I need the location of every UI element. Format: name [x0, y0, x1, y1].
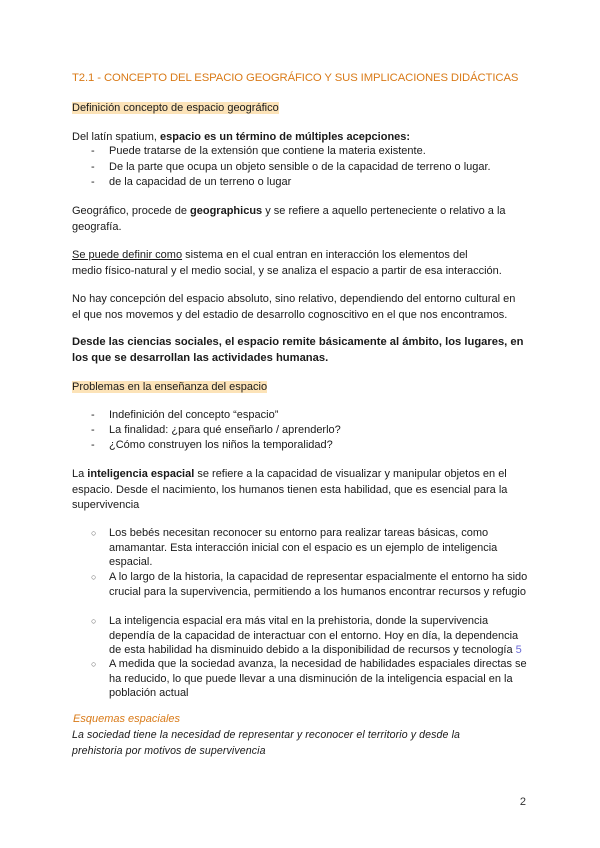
esquemas-heading: Esquemas espaciales — [73, 713, 181, 725]
inteligencia-paragraph: La inteligencia espacial se refiere a la capacidad de visualizar y manipular objetos en el espacio. Desde el nacimiento, los humanos tienen esta habilidad, que es esencial para la supervivencia — [72, 468, 508, 511]
latin-paragraph: Del latín spatium, espacio es un término de múltiples acepciones: — [72, 131, 411, 143]
bullet-icon: ○ — [91, 616, 97, 626]
section-heading-definicion: Definición concepto de espacio geográfico — [72, 102, 279, 114]
page-title: T2.1 - CONCEPTO DEL ESPACIO GEOGRÁFICO Y SUS IMPLICACIONES DIDÁCTICAS — [72, 72, 519, 84]
bullet-icon: ○ — [91, 572, 97, 582]
footnote-link[interactable]: 5 — [515, 644, 522, 656]
definir-paragraph: Se puede definir como sistema en el cual entran en interacción los elementos del medio físico-natural y el medio social, y se analiza el espacio a partir de esa interacción. — [72, 249, 502, 277]
section-heading-problemas: Problemas en la enseñanza del espacio — [72, 381, 268, 393]
ciencias-paragraph: Desde las ciencias sociales, el espacio remite básicamente al ámbito, los lugares, en los que se desarrollan las actividades humanas. — [72, 336, 524, 364]
concepcion-paragraph: No hay concepción del espacio absoluto, sino relativo, dependiendo del entorno cultural en el que nos movemos y del estadio de desarrollo cognoscitivo en el que nos encontramos. — [72, 293, 516, 321]
esquemas-paragraph: La sociedad tiene la necesidad de representar y reconocer el territorio y desde la prehistoria por motivos de supervivencia — [72, 729, 461, 757]
page-number: 2 — [519, 796, 526, 808]
document-page: T2.1 - CONCEPTO DEL ESPACIO GEOGRÁFICO Y SUS IMPLICACIONES DIDÁCTICAS Definición concepto de espacio geográfico Del latín spatium, espacio es un término de múltiples acepciones: - Puede tratarse de la extensión que contiene la materia existente. - De la parte que ocupa un objeto sensible o de la capacidad de terreno o lugar. - de la capacidad de un terreno o lugar Geográfico, procede de geographicus y se refiere a aquello perteneciente o relativo a la geografía. Se puede definir como sistema en el cual entran en interacción los elementos del medio físico-natural y el medio social, y se analiza el espacio a partir de esa interacción. No hay concepción del espacio absoluto, sino relativo, dependiendo del entorno cultural en el que nos movemos y del estadio de desarrollo cognoscitivo en el que nos encontramos. Desde las ciencias sociales, el espacio remite básicamente al ámbito, los lugares, en los que se desarrollan las actividades humanas. Problemas en la enseñanza del espacio - Indefinición del concepto “espacio” - La finalidad: ¿para qué enseñarlo / aprenderlo? - ¿Cómo construyen los niños la temporalidad? La inteligencia espacial se refiere a la capacidad de visualizar y manipular objetos en el espacio. Desde el nacimiento, los humanos tienen esta habilidad, que es esencial para la supervivencia ○ Los bebés necesitan reconocer su entorno para realizar tareas básicas, como amamantar. Esta interacción inicial con el espacio es un ejemplo de inteligencia espacial. ○ A lo largo de la historia, la capacidad de representar espacialmente el entorno ha sido crucial para la supervivencia, permitiendo a los humanos encontrar recursos y refugio ○ La inteligencia espacial era más vital en la prehistoria, donde la supervivencia dependía de la capacidad de interactuar con el entorno. Hoy en día, la dependencia de esta habilidad ha disminuido debido a la disponibilidad de recursos y tecnología 5 ○ A medida que la sociedad avanza, la necesidad de habilidades espaciales directas se ha reducido, lo que puede llevar a una disminución de la inteligencia espacial en la población actual Esquemas espaciales La sociedad tiene la necesidad de representar y reconocer el territorio y desde la prehistoria por motivos de supervivencia 2 — [72, 72, 528, 808]
bullet-icon: ○ — [91, 528, 97, 538]
bullet-icon: ○ — [91, 659, 97, 669]
geografico-paragraph: Geográfico, procede de geographicus y se refiere a aquello perteneciente o relativo a la geografía. — [72, 205, 506, 233]
